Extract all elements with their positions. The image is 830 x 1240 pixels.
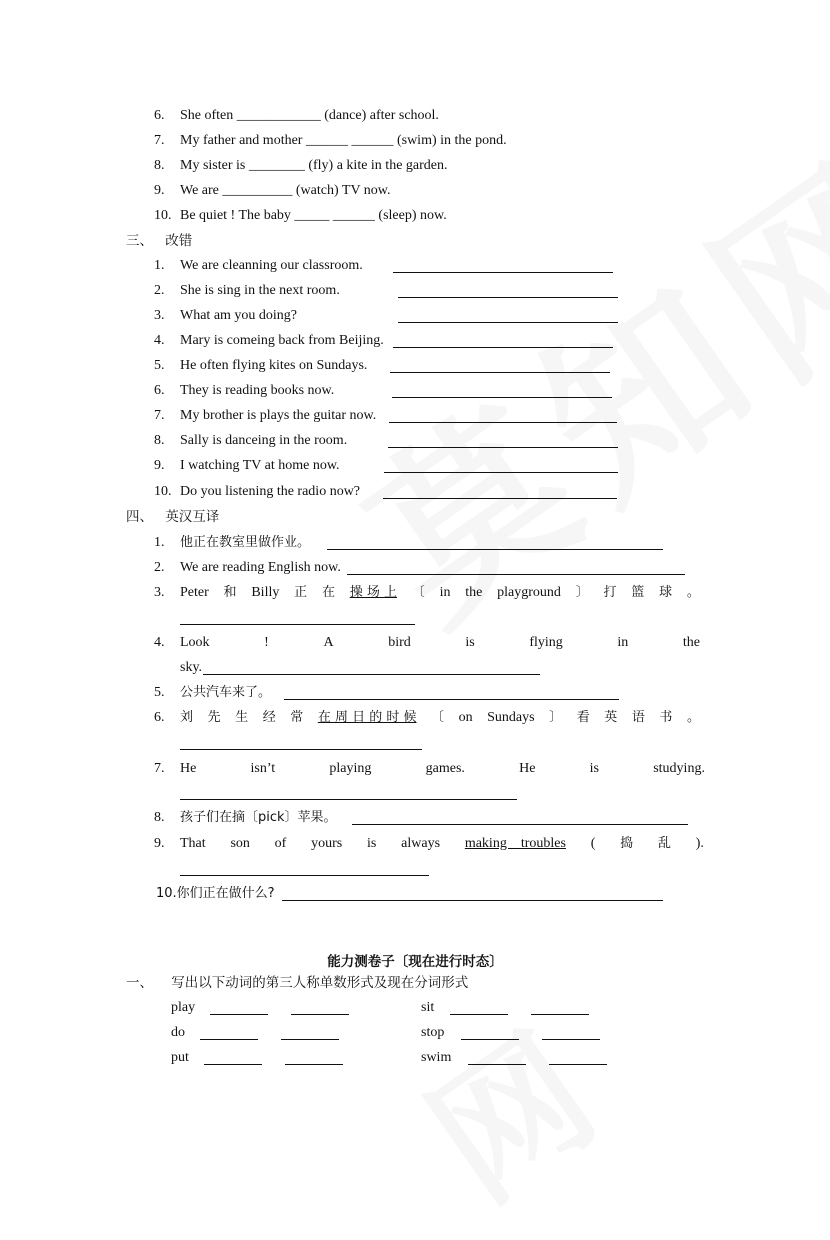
word: the <box>682 635 700 650</box>
answer-line <box>204 1064 262 1065</box>
translation-sentence <box>180 585 700 601</box>
translation-sentence <box>180 836 704 852</box>
translation-sentence <box>180 635 700 651</box>
verb: play <box>171 1000 196 1015</box>
word: playing <box>329 761 372 776</box>
word: A <box>323 635 334 650</box>
word: Look <box>180 635 210 650</box>
item-number: 4. <box>154 333 165 348</box>
answer-line <box>392 397 612 398</box>
item-number: 8. <box>154 433 165 448</box>
item-number: 1. <box>154 535 165 550</box>
word: son <box>230 836 250 851</box>
word: studying. <box>653 761 705 776</box>
answer-line <box>200 1039 258 1040</box>
item-number: 3. <box>154 308 165 323</box>
fill-blank-item: Be quiet ! The baby _____ ______ (sleep) now. <box>180 208 447 223</box>
answer-line <box>180 875 429 876</box>
answer-line <box>180 799 517 800</box>
answer-line <box>284 699 619 700</box>
item-number: 7. <box>154 133 165 148</box>
item-number: 4. <box>154 635 165 650</box>
error-sentence: We are cleanning our classroom. <box>180 258 363 273</box>
error-sentence: They is reading books now. <box>180 383 335 398</box>
item-number: 8. <box>154 810 165 825</box>
translation-sentence <box>180 710 700 726</box>
item-number: 8. <box>154 158 165 173</box>
fill-blank-item: My father and mother ______ ______ (swim) in the pond. <box>180 133 507 148</box>
word: 乱 <box>657 836 671 851</box>
answer-line <box>203 674 540 675</box>
word: 〔 <box>411 585 425 600</box>
error-sentence: She is sing in the next room. <box>180 283 340 298</box>
item-number: 5. <box>154 358 165 373</box>
underlined-phrase: making troubles <box>464 836 566 851</box>
word: Sundays <box>487 710 535 725</box>
item-number: 6. <box>154 383 165 398</box>
answer-line <box>393 347 613 348</box>
translation-sentence: 公共汽车来了。 <box>180 685 272 700</box>
word: 书 <box>659 710 673 725</box>
section-label: 四、 <box>126 509 153 525</box>
answer-line <box>393 272 613 273</box>
answer-line <box>388 447 618 448</box>
item-number: 9. <box>154 458 165 473</box>
word: 〕 <box>575 585 589 600</box>
item-number: 9. <box>154 836 165 851</box>
answer-line <box>542 1039 600 1040</box>
word: ( <box>590 836 596 851</box>
word: in <box>617 635 629 650</box>
answer-line <box>285 1064 343 1065</box>
translation-sentence: 孩子们在摘〔pick〕苹果。 <box>180 810 337 825</box>
answer-line <box>461 1039 519 1040</box>
item-number: 6. <box>154 710 165 725</box>
translation-sentence <box>180 761 705 777</box>
item-number: 2. <box>154 560 165 575</box>
section-3-heading <box>126 233 192 249</box>
answer-line <box>291 1014 349 1015</box>
word: 〕 <box>549 710 563 725</box>
word: He <box>519 761 536 776</box>
word: 看 <box>576 710 590 725</box>
answer-line <box>468 1064 526 1065</box>
watermark-bottom <box>382 977 629 1240</box>
answer-line <box>549 1064 607 1065</box>
answer-line <box>180 624 415 625</box>
word: bird <box>388 635 411 650</box>
answer-line <box>384 472 618 473</box>
word: of <box>274 836 287 851</box>
word: 篮 <box>631 585 645 600</box>
section-4-heading <box>126 509 219 525</box>
word: ! <box>264 635 269 650</box>
item-number: 9. <box>154 183 165 198</box>
error-sentence: I watching TV at home now. <box>180 458 340 473</box>
answer-line <box>180 749 422 750</box>
error-sentence: My brother is plays the guitar now. <box>180 408 377 423</box>
answer-line <box>210 1014 268 1015</box>
section-label: 三、 <box>126 233 153 249</box>
word: isn’t <box>250 761 276 776</box>
word: 生 <box>235 710 249 725</box>
underlined-phrase: 操 场 上 <box>349 585 397 600</box>
item-number: 6. <box>154 108 165 123</box>
item-number: 2. <box>154 283 165 298</box>
word: always <box>401 836 441 851</box>
test-title: 能力测卷子〔现在进行时态〕 <box>327 954 503 970</box>
word: ). <box>695 836 704 851</box>
word: in <box>439 585 451 600</box>
word: 打 <box>603 585 617 600</box>
word: 。 <box>686 710 700 725</box>
word: games. <box>425 761 465 776</box>
word: 语 <box>631 710 645 725</box>
word: yours <box>311 836 343 851</box>
section-1-heading <box>126 975 468 991</box>
word: 〔 <box>431 710 445 725</box>
word: Billy <box>251 585 280 600</box>
translation-sentence: We are reading English now. <box>180 560 341 575</box>
word: 常 <box>290 710 304 725</box>
answer-line <box>281 1039 339 1040</box>
word: 经 <box>262 710 276 725</box>
error-sentence: Sally is danceing in the room. <box>180 433 348 448</box>
verb: swim <box>421 1050 452 1065</box>
error-sentence: What am you doing? <box>180 308 298 323</box>
section-label: 一、 <box>126 975 153 991</box>
verb: do <box>171 1025 185 1040</box>
answer-line <box>347 574 685 575</box>
word: flying <box>529 635 563 650</box>
word: on <box>458 710 473 725</box>
error-sentence: Mary is comeing back from Beijing. <box>180 333 384 348</box>
word: 英 <box>604 710 618 725</box>
word: the <box>465 585 483 600</box>
sentence-continuation: sky. <box>180 660 203 675</box>
word: playground <box>497 585 561 600</box>
word: Peter <box>180 585 209 600</box>
answer-line <box>327 549 663 550</box>
item-number: 7. <box>154 408 165 423</box>
answer-line <box>390 372 610 373</box>
answer-line <box>282 900 663 901</box>
underlined-phrase: 在 周 日 的 时 候 <box>317 710 417 725</box>
answer-line <box>383 498 617 499</box>
word: 捣 <box>620 836 634 851</box>
error-sentence: He often flying kites on Sundays. <box>180 358 368 373</box>
fill-blank-item: My sister is ________ (fly) a kite in the garden. <box>180 158 448 173</box>
word: 刘 <box>180 710 194 725</box>
answer-line <box>450 1014 508 1015</box>
item-number: 5. <box>154 685 165 700</box>
error-sentence: Do you listening the radio now? <box>180 484 361 499</box>
answer-line <box>398 322 618 323</box>
verb: stop <box>421 1025 445 1040</box>
item-number: 10. <box>154 484 172 499</box>
fill-blank-item: She often ____________ (dance) after school. <box>180 108 439 123</box>
verb: put <box>171 1050 189 1065</box>
word: 先 <box>207 710 221 725</box>
translation-sentence: 10.你们正在做什么? <box>156 886 275 901</box>
word: is <box>589 761 599 776</box>
verb: sit <box>421 1000 435 1015</box>
section-title: 改错 <box>165 233 193 249</box>
word: 。 <box>686 585 700 600</box>
translation-sentence: 他正在教室里做作业。 <box>180 535 311 550</box>
answer-line <box>398 297 618 298</box>
word: 正 <box>294 585 308 600</box>
word: 球 <box>659 585 673 600</box>
word: That <box>180 836 206 851</box>
fill-blank-item: We are __________ (watch) TV now. <box>180 183 391 198</box>
section-title: 英汉互译 <box>165 509 220 525</box>
word: is <box>367 836 377 851</box>
item-number: 7. <box>154 761 165 776</box>
answer-line <box>531 1014 589 1015</box>
item-number: 3. <box>154 585 165 600</box>
word: 和 <box>223 585 237 600</box>
word: is <box>465 635 475 650</box>
answer-line <box>352 824 688 825</box>
section-title: 写出以下动词的第三人称单数形式及现在分词形式 <box>171 975 469 991</box>
item-number: 1. <box>154 258 165 273</box>
word: 在 <box>321 585 335 600</box>
answer-line <box>389 422 617 423</box>
item-number: 10. <box>154 208 172 223</box>
word: He <box>180 761 197 776</box>
